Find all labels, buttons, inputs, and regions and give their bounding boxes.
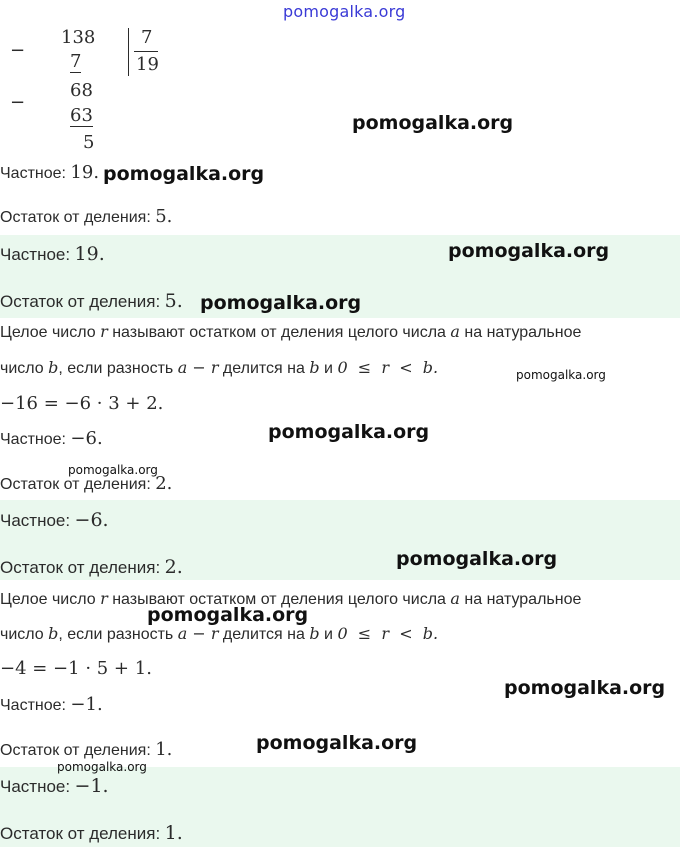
- ex2-remainder-label: Остаток от деления:: [0, 476, 151, 493]
- ex1-remainder-line: [0, 206, 172, 227]
- box1-quotient-label: Частное:: [0, 245, 71, 264]
- def1-expression: a − r: [177, 358, 219, 377]
- watermark: pomogalka.org: [516, 368, 606, 382]
- ex3-quotient-line: [0, 694, 103, 715]
- division-minus-2: −: [10, 92, 26, 113]
- division-quotient-line: [134, 51, 158, 52]
- def1-text: называют остатком от деления целого числа: [112, 324, 446, 341]
- def1-text: , если разность: [58, 360, 174, 377]
- def2-var-b: b: [48, 624, 59, 643]
- ex2-equation: −16 = −6 · 3 + 2.: [0, 393, 164, 414]
- division-divisor: 7: [141, 27, 153, 48]
- ex1-remainder-label: Остаток от деления:: [0, 209, 151, 226]
- def1-text: Целое число: [0, 324, 96, 341]
- division-bar: [128, 28, 129, 76]
- box2-remainder-value: 2.: [164, 556, 183, 578]
- ex3-quotient-value: −1.: [70, 694, 103, 715]
- box2-quotient-value: −6.: [74, 509, 109, 531]
- def1-var-b: b: [309, 358, 320, 377]
- ex2-quotient-line: [0, 428, 103, 449]
- division-quotient: 19: [136, 54, 159, 75]
- def1-var-b: b: [48, 358, 59, 377]
- division-subtrahend-1: 7: [70, 51, 82, 72]
- box1-quotient-line: [0, 243, 105, 265]
- watermark: pomogalka.org: [147, 604, 309, 626]
- watermark: pomogalka.org: [256, 732, 418, 754]
- ex2-remainder-value: 2.: [155, 473, 173, 494]
- def2-text: делится на: [222, 626, 305, 643]
- ex1-remainder-value: 5.: [155, 206, 173, 227]
- ex3-remainder-label: Остаток от деления:: [0, 742, 151, 759]
- ex1-quotient-label: Частное:: [0, 165, 66, 182]
- ex3-quotient-label: Частное:: [0, 697, 66, 714]
- ex1-quotient-line: [0, 162, 99, 183]
- def2-expression: a − r: [177, 624, 219, 643]
- watermark: pomogalka.org: [68, 463, 158, 477]
- division-dividend: 138: [61, 27, 96, 48]
- ex1-quotient-value: 19.: [70, 162, 100, 183]
- def1-text: делится на: [222, 360, 305, 377]
- watermark: pomogalka.org: [352, 112, 514, 134]
- def2-text: называют остатком от деления целого числа: [112, 591, 446, 608]
- def1-text: и: [324, 360, 333, 377]
- box2-remainder-label: Остаток от деления:: [0, 558, 161, 577]
- division-remainder-1: 68: [70, 80, 93, 101]
- box3-quotient-value: −1.: [74, 775, 109, 797]
- box3-remainder-label: Остаток от деления:: [0, 824, 161, 843]
- def2-var-b: b: [309, 624, 320, 643]
- box1-remainder-line: [0, 290, 183, 312]
- def2-text: на натуральное: [464, 591, 582, 608]
- def1-inequality: 0 ≤ r < b.: [337, 358, 439, 377]
- ex3-equation: −4 = −1 · 5 + 1.: [0, 658, 152, 679]
- watermark-top: pomogalka.org: [283, 2, 406, 21]
- watermark: pomogalka.org: [268, 421, 430, 443]
- def2-text: , если разность: [58, 626, 174, 643]
- def2-line-2: [0, 624, 438, 644]
- box2-quotient-line: [0, 509, 109, 531]
- watermark: pomogalka.org: [200, 292, 362, 314]
- box1-remainder-value: 5.: [164, 290, 183, 312]
- watermark: pomogalka.org: [504, 677, 666, 699]
- box2-quotient-label: Частное:: [0, 511, 71, 530]
- def1-text: на натуральное: [464, 324, 582, 341]
- box3-quotient-label: Частное:: [0, 777, 71, 796]
- def2-var-r: r: [100, 589, 108, 608]
- ex3-remainder-line: [0, 739, 172, 760]
- watermark: pomogalka.org: [396, 548, 558, 570]
- division-subtrahend-2: 63: [70, 105, 93, 126]
- division-remainder: 5: [83, 132, 95, 153]
- box1-remainder-label: Остаток от деления:: [0, 292, 161, 311]
- def2-text: и: [324, 626, 333, 643]
- def2-text: число: [0, 626, 44, 643]
- def1-text: число: [0, 360, 44, 377]
- def1-line-2: [0, 358, 438, 378]
- watermark: pomogalka.org: [103, 163, 265, 185]
- def2-text: Целое число: [0, 591, 96, 608]
- division-minus-1: −: [10, 40, 26, 61]
- box1-quotient-value: 19.: [74, 243, 105, 265]
- box3-quotient-line: [0, 775, 109, 797]
- ex2-quotient-label: Частное:: [0, 431, 66, 448]
- box3-remainder-value: 1.: [164, 822, 183, 844]
- ex2-quotient-value: −6.: [70, 428, 103, 449]
- box3-remainder-line: [0, 822, 183, 844]
- def2-inequality: 0 ≤ r < b.: [337, 624, 439, 643]
- def1-var-r: r: [100, 322, 108, 341]
- def1-var-a: a: [450, 322, 460, 341]
- def2-var-a: a: [450, 589, 460, 608]
- watermark: pomogalka.org: [448, 240, 610, 262]
- box2-remainder-line: [0, 556, 183, 578]
- watermark: pomogalka.org: [57, 760, 147, 774]
- ex3-remainder-value: 1.: [155, 739, 173, 760]
- def1-line-1: [0, 322, 581, 342]
